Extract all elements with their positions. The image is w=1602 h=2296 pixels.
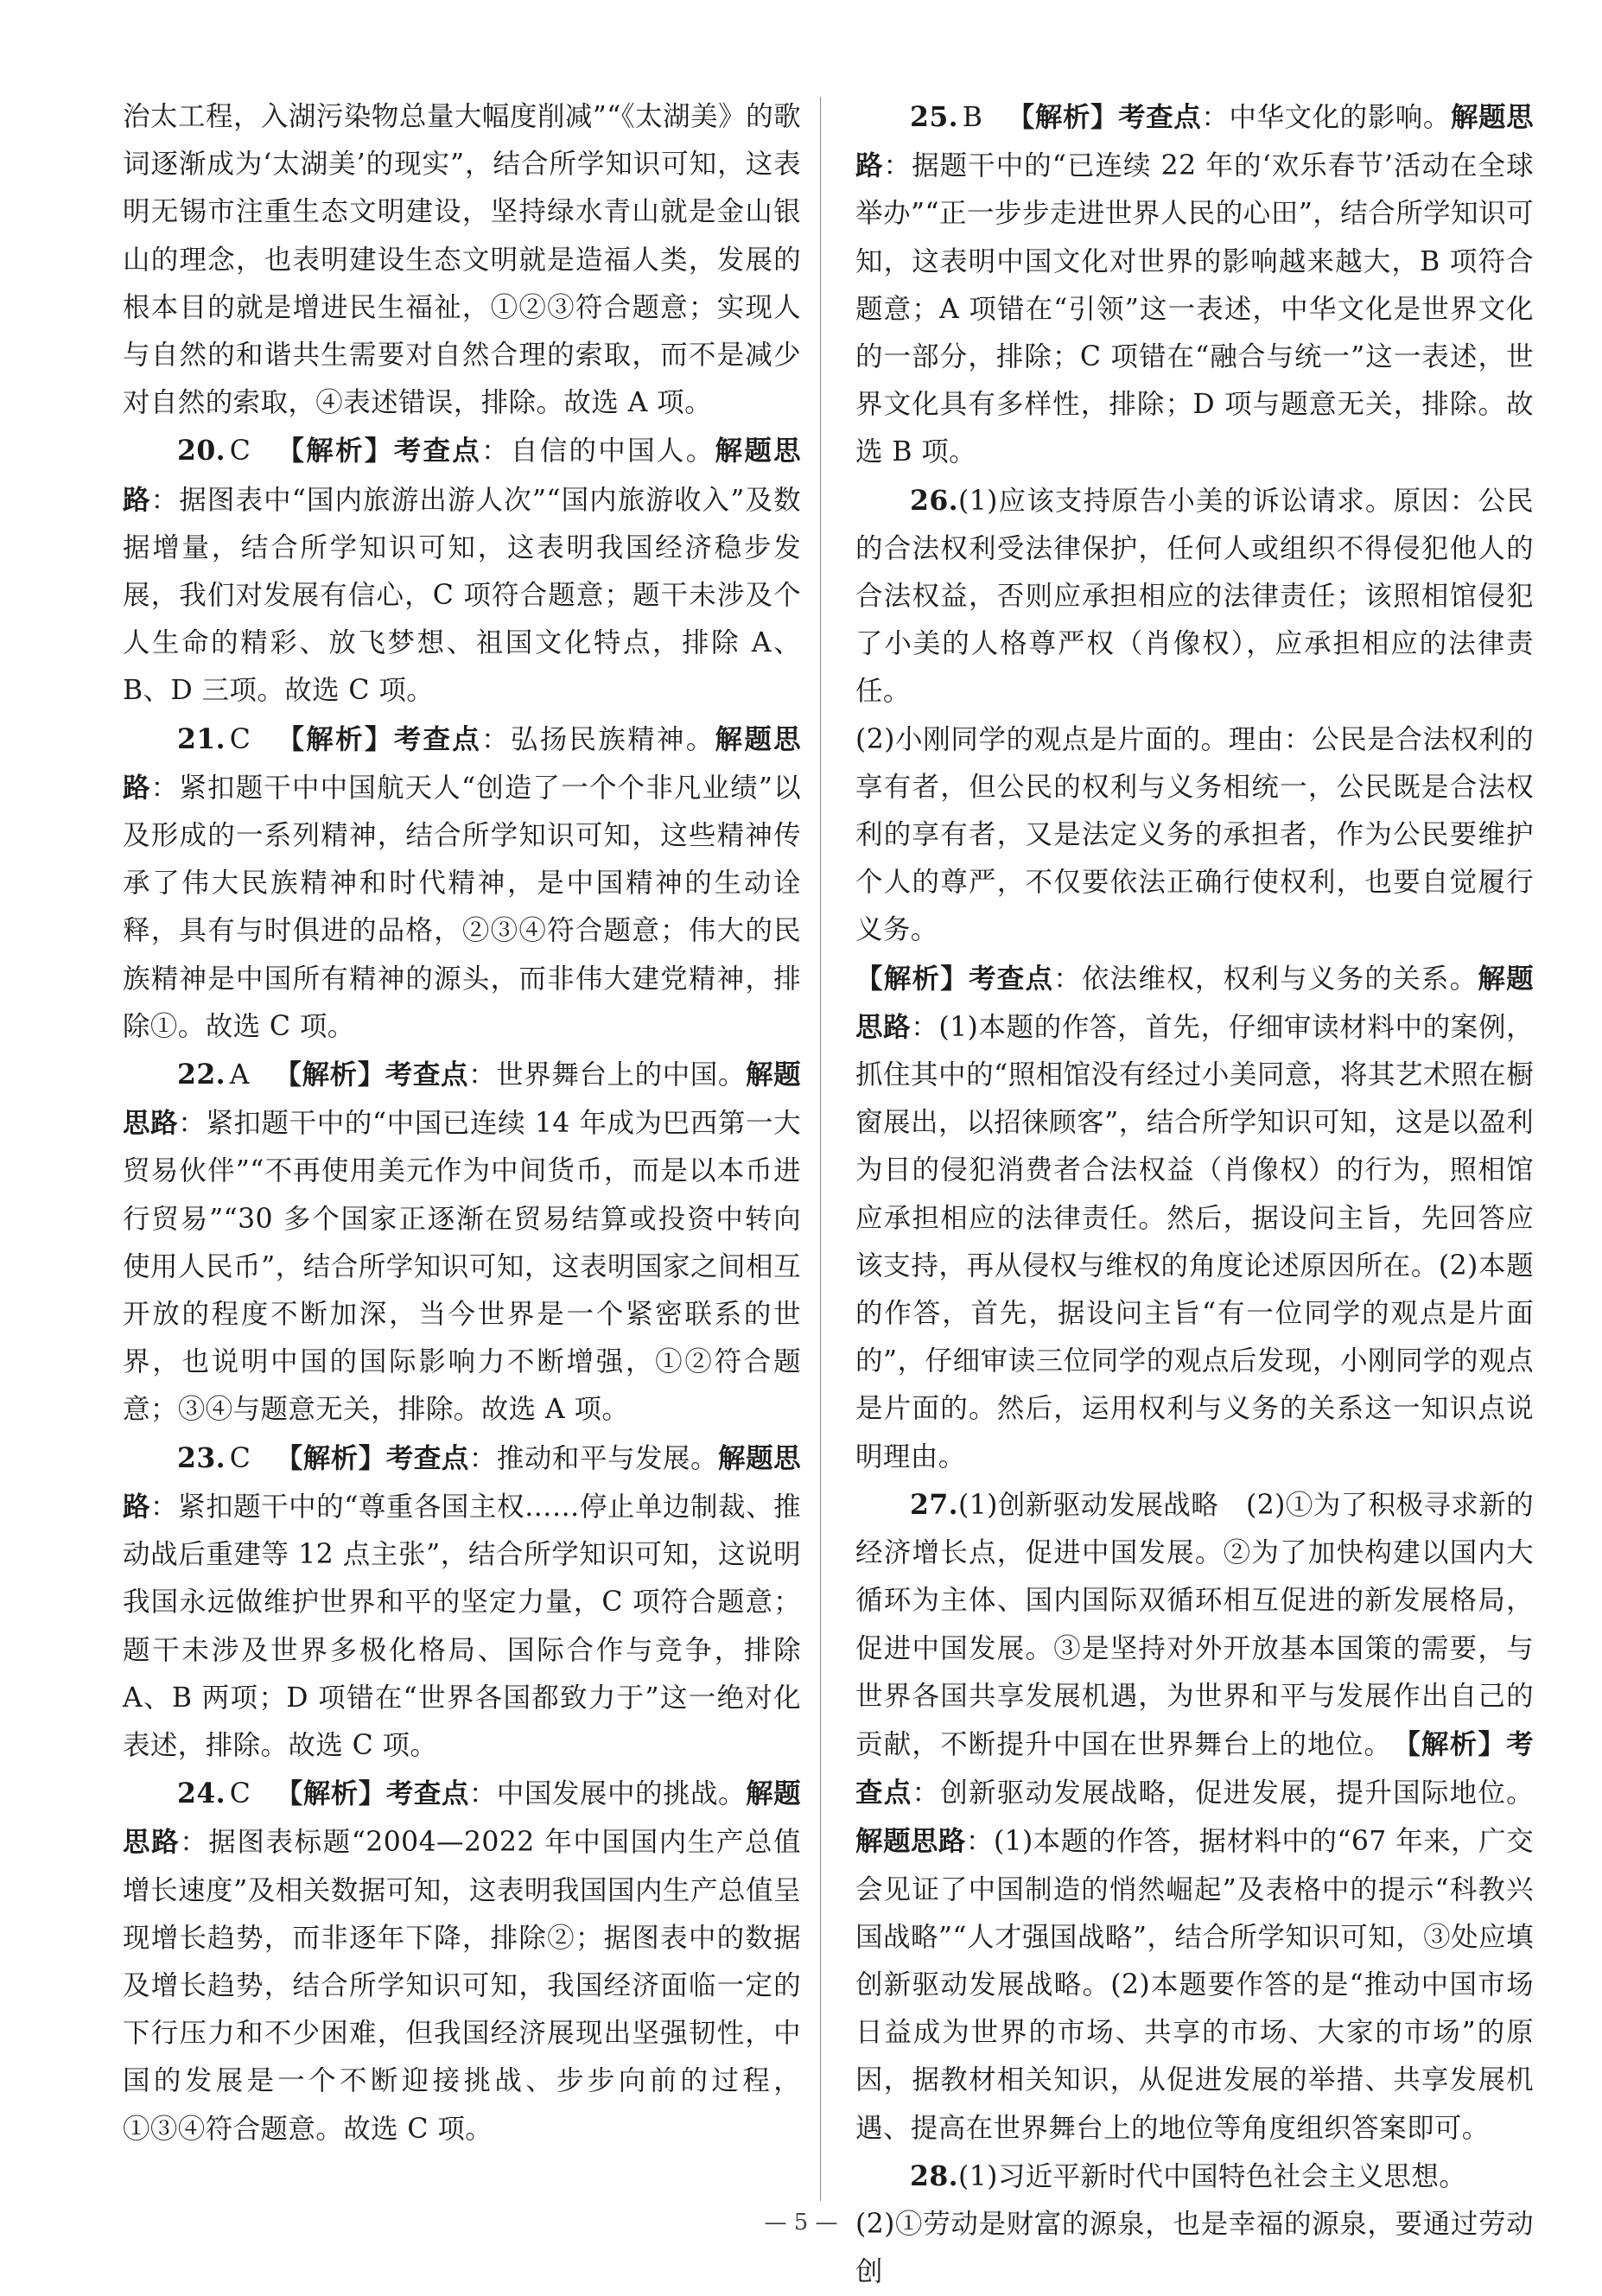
key-point-text: ：推动和平与发展。 xyxy=(468,1442,719,1474)
solution-text: ：据图表中“国内旅游出游人次”“国内旅游收入”及数据增量，结合所学知识可知，这表明我国经济稳步发展，我们对发展有信心，C 项符合题意；题干未涉及个人生命的精彩、放飞梦想、祖国文化特点，排除 A、B、D 三项。故选 C 项。 xyxy=(123,484,801,707)
answer-letter: C xyxy=(229,1778,251,1810)
solution-text: ：紧扣题干中的“尊重各国主权……停止单边制裁、推动战后重建等 12 点主张”，结合所学知识可知，这说明我国永远做维护世界和平的坚定力量，C 项符合题意；题干未涉及世界多极化格局、国际合作与竞争，排除 A、B 两项；D 项错在“世界各国都致力于”这一绝对化表述，排除。故选 C 项。 xyxy=(123,1491,801,1761)
analysis-label: 【解析】 xyxy=(275,1778,386,1810)
answer-letter: C xyxy=(229,723,251,755)
question-26-part-1 xyxy=(855,477,1534,716)
question-25 xyxy=(855,93,1534,477)
key-point-text: ：中华文化的影响。 xyxy=(1201,102,1451,133)
key-point-label: 考查点 xyxy=(385,1441,469,1474)
key-point-label: 考查点 xyxy=(393,435,482,467)
analysis-label: 【解析】 xyxy=(1007,101,1119,133)
solution-text: ：据图表标题“2004—2022 年中国国内生产总值增长速度”及相关数据可知，这表明我国国内生产总值呈现增长趋势，而非逐年下降，排除②；据图表中的数据及增长趋势，结合所学知识可知，我国经济面临一定的下行压力和不少困难，但我国经济展现出坚强韧性，中国的发展是一个不断迎接挑战、步步向前的过程，①③④符合题意。故选 C 项。 xyxy=(123,1827,801,2145)
page-number: — 5 — xyxy=(764,2210,838,2236)
solution-text: ：(1)本题的作答，首先，仔细审读材料中的案例，抓住其中的“照相馆没有经过小美同意，将其艺术照在橱窗展出，以招徕顾客”，结合所学知识可知，这是以盈利为目的侵犯消费者合法权益（肖像权）的行为，照相馆应承担相应的法律责任。然后，据设问主旨，先回答应该支持，再从侵权与维权的角度论述原因所在。(2)本题的作答，首先，据设问主旨“有一位同学的观点是片面的”，仔细审读三位同学的观点后发现，小刚同学的观点是片面的。然后，运用权利与义务的关系这一知识点说明理由。 xyxy=(855,1011,1534,1472)
key-point-text: ：世界舞台上的中国。 xyxy=(468,1059,746,1091)
key-point-label: 考查点 xyxy=(1118,101,1202,133)
key-point-text: ：弘扬民族精神。 xyxy=(481,723,715,755)
key-point-label: 考查点 xyxy=(385,1059,469,1091)
question-24 xyxy=(123,1770,801,2153)
answer-letter: A xyxy=(229,1059,250,1091)
right-column xyxy=(855,93,1534,2296)
q19-continuation: 治太工程，入湖污染物总量大幅度削减”“《太湖美》的歌词逐渐成为‘太湖美’的现实”，结合所学知识可知，这表明无锡市注重生态文明建设，坚持绿水青山就是金山银山的理念，也表明建设生态文明就是造福人类，发展的根本目的就是增进民生福祉，①②③符合题意；实现人与自然的和谐共生需要对自然合理的索取，而不是减少对自然的索取，④表述错误，排除。故选 A 项。 xyxy=(123,101,801,419)
analysis-label: 【解析】 xyxy=(275,435,394,467)
question-number: 24. xyxy=(177,1778,226,1810)
solution-text: ：紧扣题干中中国航天人“创造了一个个非凡业绩”以及形成的一系列精神，结合所学知识可知，这些精神传承了伟大民族精神和时代精神，是中国精神的生动诠释，具有与时俱进的品格，②③④符合题意；伟大的民族精神是中国所有精神的源头，而非伟大建党精神，排除①。故选 C 项。 xyxy=(123,772,802,1042)
answer-text: (1)习近平新时代中国特色社会主义思想。 xyxy=(958,2160,1467,2192)
analysis-label: 【解析】 xyxy=(275,1441,386,1474)
question-number: 23. xyxy=(177,1441,226,1474)
question-number: 25. xyxy=(910,101,959,133)
question-26-part-2: (2)小刚同学的观点是片面的。理由：公民是合法权利的享有者，但公民的权利与义务相统一，公民既是合法权利的享有者，又是法定义务的承担者，作为公民要维护个人的尊严，不仅要依法正确行使权利，也要自觉履行义务。 xyxy=(855,723,1534,946)
analysis-label: 【解析】 xyxy=(855,962,969,995)
question-28-part-2: (2)①劳动是财富的源泉，也是幸福的源泉，要通过劳动创 xyxy=(855,2208,1534,2288)
solution-label: 解题思路 xyxy=(855,1825,966,1858)
solution-label: 解题思路 xyxy=(855,962,1534,1043)
key-point-label: 考查点 xyxy=(968,962,1054,995)
solution-label: 解题思路 xyxy=(123,722,802,804)
solution-text: ：(1)本题的作答，据材料中的“67 年来，广交会见证了中国制造的悄然崛起”及表格中的提示“科教兴国战略”“人才强国战略”，结合所学知识可知，③处应填创新驱动发展战略。(2)本题要作答的是“推动中国市场日益成为世界的市场、共享的市场、大家的市场”的原因，据教材相关知识，从促进发展的举措、共享发展机遇、提高在世界舞台上的地位等角度组织答案即可。 xyxy=(855,1826,1534,2144)
solution-label: 解题思路 xyxy=(123,1778,801,1859)
column-divider xyxy=(820,97,821,2201)
key-point-label: 考查点 xyxy=(385,1778,469,1810)
answer-letter: C xyxy=(229,436,251,467)
question-number: 20. xyxy=(177,435,226,467)
question-23 xyxy=(123,1434,801,1770)
question-20 xyxy=(123,427,801,715)
solution-label: 解题思路 xyxy=(123,435,802,516)
question-number: 28. xyxy=(910,2159,959,2192)
solution-label: 解题思路 xyxy=(123,1059,801,1140)
key-point-label: 考查点 xyxy=(393,722,482,755)
answer-letter: B xyxy=(962,102,983,133)
question-26-analysis xyxy=(855,955,1534,1481)
question-27 xyxy=(855,1481,1534,2153)
solution-label: 解题思路 xyxy=(123,1441,801,1523)
question-number: 27. xyxy=(910,1488,959,1521)
key-point-text: ：中国发展中的挑战。 xyxy=(468,1778,747,1810)
answer-text: (1)应该支持原告小美的诉讼请求。原因：公民的合法权利受法律保护，任何人或组织不得侵犯他人的合法权益，否则应承担相应的法律责任；该照相馆侵犯了小美的人格尊严权（肖像权），应承担相应的法律责任。 xyxy=(855,485,1534,708)
question-22 xyxy=(123,1051,801,1434)
analysis-label: 【解析】 xyxy=(274,1059,385,1091)
question-number: 21. xyxy=(177,722,226,755)
solution-label: 解题思路 xyxy=(855,101,1534,182)
left-column xyxy=(123,93,801,2153)
key-point-text: ：自信的中国人。 xyxy=(481,436,715,467)
key-point-text: ：依法维权，权利与义务的关系。 xyxy=(1053,963,1478,995)
solution-text: ：紧扣题干中的“中国已连续 14 年成为巴西第一大贸易伙伴”“不再使用美元作为中间货币，而是以本币进行贸易”“30 多个国家正逐渐在贸易结算或投资中转向使用人民币”，结合所学知识可知，这表明国家之间相互开放的程度不断加深，当今世界是一个紧密联系的世界，也说明中国的国际影响力不断增强，①②符合题意；③④与题意无关，排除。故选 A 项。 xyxy=(123,1108,801,1426)
question-21 xyxy=(123,716,801,1051)
key-point-label: 考查点 xyxy=(855,1727,1534,1809)
analysis-label: 【解析】 xyxy=(1407,1727,1507,1760)
answer-letter: C xyxy=(229,1442,251,1474)
solution-text: ：据题干中的“已连续 22 年的‘欢乐春节’活动在全球举办”“正一步步走进世界人民的心田”，结合所学知识可知，这表明中国文化对世界的影响越来越大，B 项符合题意；A 项错在“引领”这一表述，中华文化是世界文化的一部分，排除；C 项错在“融合与统一”这一表述，世界文化具有多样性，排除；D 项与题意无关，排除。故选 B 项。 xyxy=(855,150,1534,468)
key-point-text: ：创新驱动发展战略，促进发展，提升国际地位。 xyxy=(912,1778,1534,1809)
answer-text: (1)创新驱动发展战略 (2)①为了积极寻求新的经济增长点，促进中国发展。②为了加快构建以国内大循环为主体、国内国际双循环相互促进的新发展格局，促进中国发展。③是坚持对外开放基本国策的需要，与世界各国共享发展机遇，为世界和平与发展作出自己的贡献，不断提升中国在世界舞台上的地位。 xyxy=(855,1489,1534,1760)
question-number: 26. xyxy=(910,484,959,517)
question-number: 22. xyxy=(177,1059,226,1091)
question-28-part-1 xyxy=(855,2153,1534,2201)
analysis-label: 【解析】 xyxy=(275,722,394,755)
